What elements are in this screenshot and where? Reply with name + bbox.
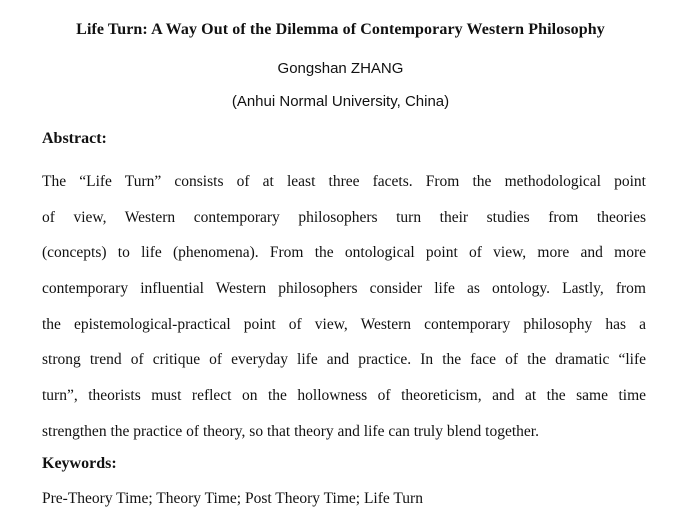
keywords-list: Pre-Theory Time; Theory Time; Post Theory Time; Life Turn — [42, 490, 423, 507]
keywords-heading: Keywords: — [42, 455, 117, 472]
abstract-body — [42, 164, 646, 450]
abstract-line: (concepts) to life (phenomena). From the ontological point of view, more and more — [42, 244, 646, 262]
abstract-line: strengthen the practice of theory, so that theory and life can truly blend together. — [42, 422, 539, 440]
paper-title: Life Turn: A Way Out of the Dilemma of Contemporary Western Philosophy — [76, 21, 605, 38]
abstract-line: of view, Western contemporary philosophers turn their studies from theories — [42, 208, 646, 226]
abstract-line: contemporary influential Western philosophers consider life as ontology. Lastly, from — [42, 280, 646, 298]
author-affiliation: (Anhui Normal University, China) — [231, 93, 450, 110]
abstract-heading: Abstract: — [42, 130, 107, 147]
abstract-line: The “Life Turn” consists of at least three facets. From the methodological point — [42, 173, 646, 190]
abstract-line: the epistemological-practical point of view, Western contemporary philosophy has a — [42, 315, 646, 333]
abstract-line: turn”, theorists must reflect on the hollowness of theoreticism, and at the same time — [42, 387, 646, 405]
abstract-line: strong trend of critique of everyday life and practice. In the face of the dramatic “life — [42, 351, 646, 369]
author-name: Gongshan ZHANG — [277, 60, 404, 77]
